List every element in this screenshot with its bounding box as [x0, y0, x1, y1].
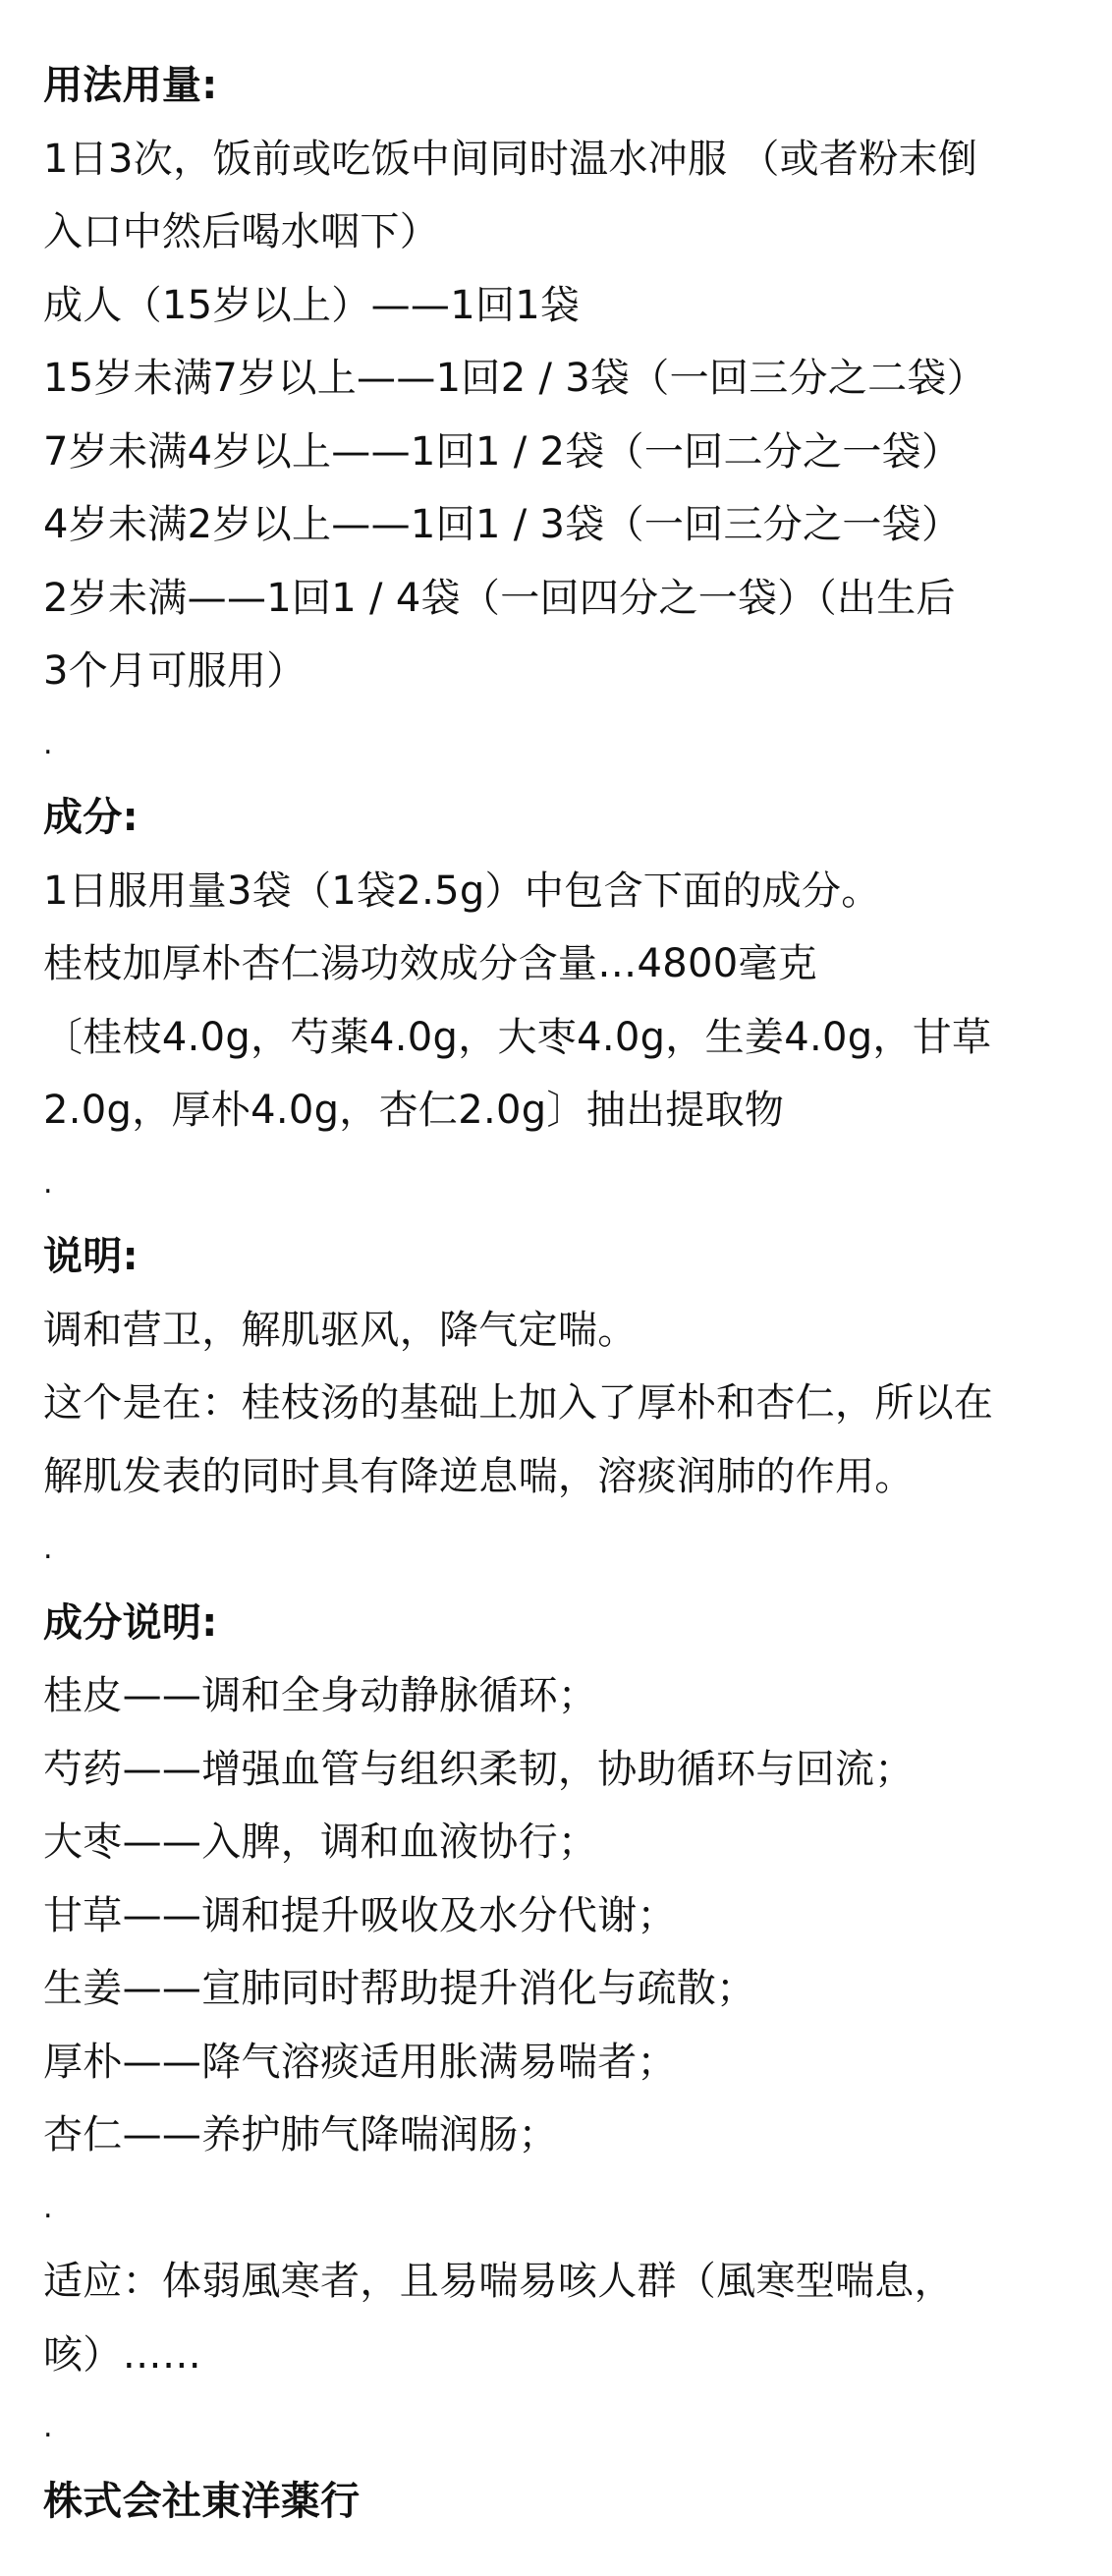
text-line: 7岁未满4岁以上——1回1 / 2袋（一回二分之一袋） [43, 428, 962, 475]
text-line: 2.0g，厚朴4.0g，杏仁2.0g〕抽出提取物 [43, 1088, 785, 1133]
text-line: 生姜——宣肺同时帮助提升消化与疏散； [43, 1966, 756, 2011]
text-line: 杏仁——养护肺气降喘润肠； [43, 2112, 558, 2157]
section-heading-description: 说明: [43, 1234, 139, 1279]
text-line: 调和营卫，解肌驱风，降气定喘。 [43, 1307, 638, 1353]
text-line: 这个是在：桂枝汤的基础上加入了厚朴和杏仁，所以在 [43, 1380, 994, 1426]
text-line: 甘草——调和提升吸收及水分代谢； [43, 1892, 677, 1938]
section-heading-ingredient-notes: 成分说明: [43, 1599, 218, 1646]
text-line: 厚朴——降气溶痰适用胀满易喘者； [43, 2039, 677, 2085]
text-line: 解肌发表的同时具有降逆息喘，溶痰润肺的作用。 [43, 1453, 915, 1499]
text-line: 桂枝加厚朴杏仁湯功效成分含量…4800毫克 [43, 941, 818, 986]
text-line: 4岁未满2岁以上——1回1 / 3袋（一回三分之一袋） [43, 502, 962, 547]
text-line: 适应：体弱風寒者，且易喘易咳人群（風寒型喘息， [43, 2259, 954, 2304]
text-line: 1日3次，饭前或吃饭中间同时温水冲服 （或者粉末倒 [43, 136, 978, 182]
company-name: 株式会社東洋薬行 [43, 2478, 361, 2524]
text-line: 咳）…… [43, 2331, 202, 2378]
text-line: 入口中然后喝水咽下） [43, 209, 439, 254]
section-heading-ingredients: 成分: [43, 795, 139, 840]
text-line: 大枣——入脾，调和血液协行； [43, 1820, 598, 1865]
text-line: 15岁未满7岁以上——1回2 / 3袋（一回三分之二袋） [43, 356, 987, 401]
text-line: 〔桂枝4.0g，芍薬4.0g，大枣4.0g，生姜4.0g，甘草 [43, 1014, 992, 1060]
separator-dot: . [43, 2190, 53, 2225]
section-heading-usage: 用法用量: [43, 63, 218, 108]
text-line: 成人（15岁以上）——1回1袋 [43, 282, 581, 328]
separator-dot: . [43, 1165, 53, 1201]
text-line: 桂皮——调和全身动静脉循环； [43, 1673, 598, 1718]
separator-dot: . [43, 1532, 53, 1566]
separator-dot: . [43, 2410, 53, 2444]
text-line: 芍药——增强血管与组织柔韧，协助循环与回流； [43, 1746, 915, 1792]
text-line: 1日服用量3袋（1袋2.5g）中包含下面的成分。 [43, 868, 881, 914]
text-line: 3个月可服用） [43, 648, 306, 694]
text-line: 2岁未满——1回1 / 4袋（一回四分之一袋）（出生后 [43, 575, 956, 621]
separator-dot: . [43, 726, 53, 761]
